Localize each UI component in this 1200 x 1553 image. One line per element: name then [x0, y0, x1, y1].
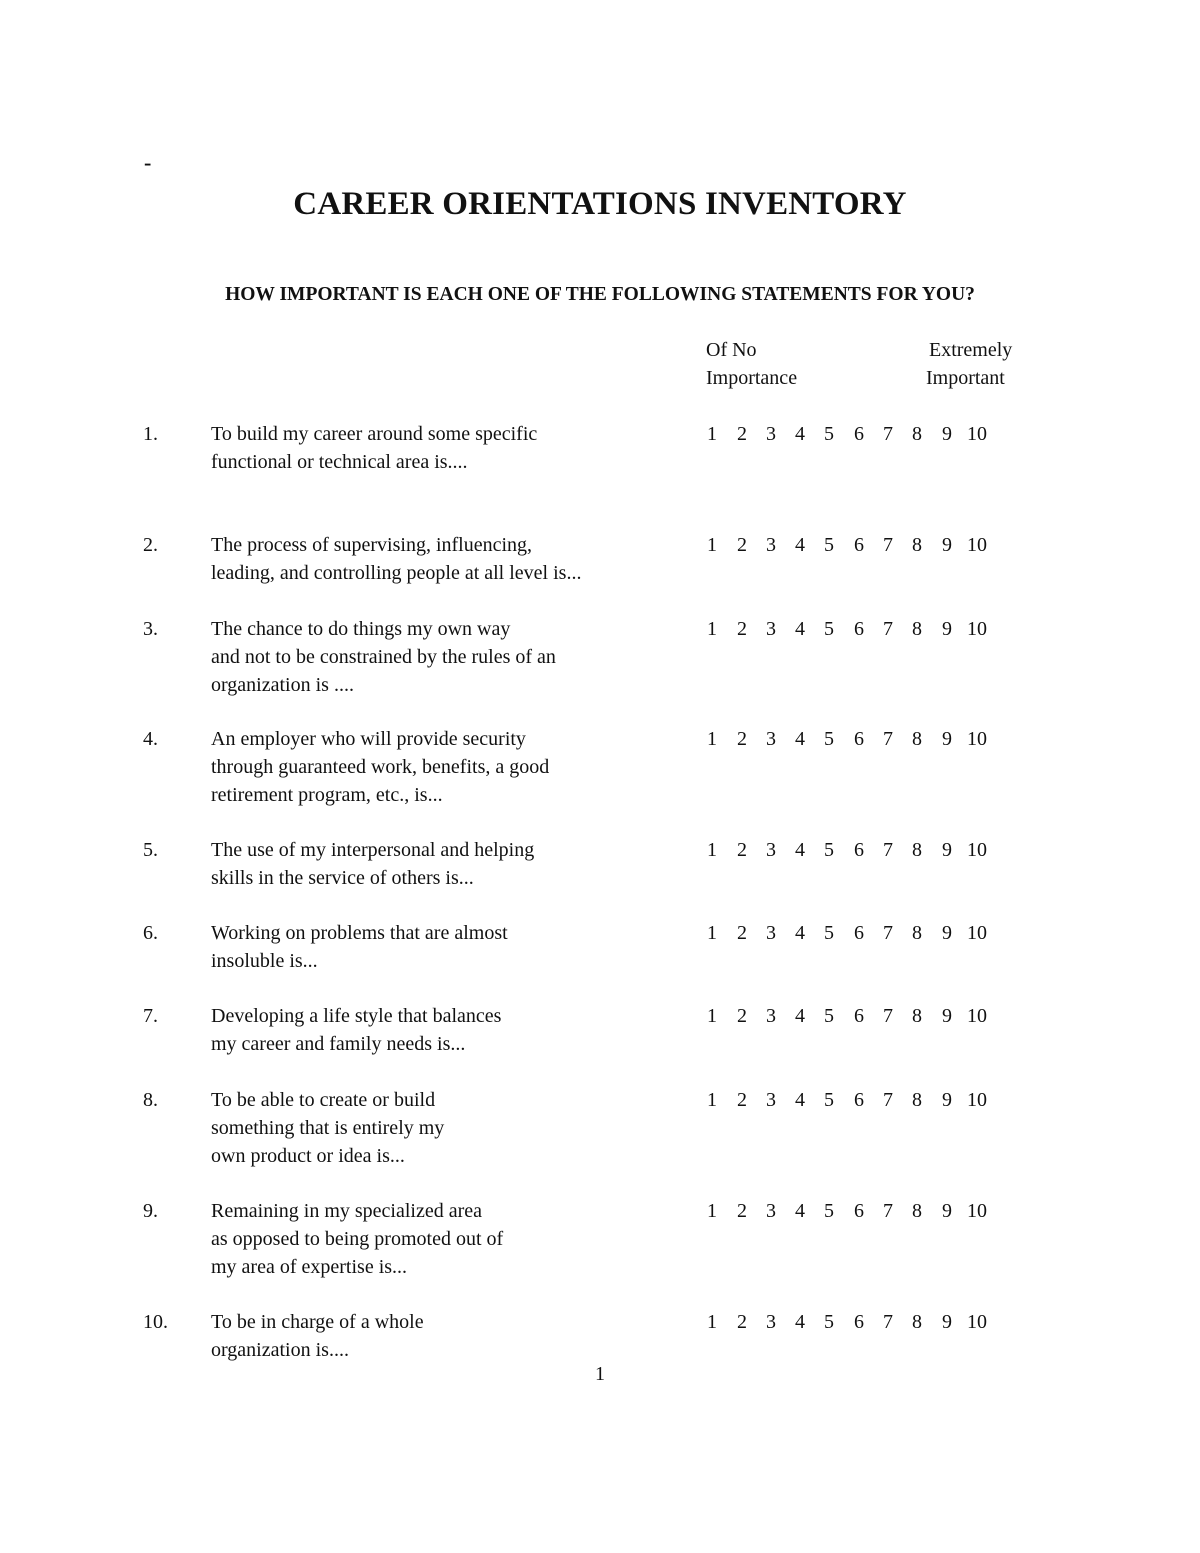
rating-option[interactable]: 10	[967, 423, 987, 445]
rating-option[interactable]: 6	[854, 423, 864, 445]
rating-option[interactable]: 2	[737, 1005, 747, 1027]
rating-option[interactable]: 5	[824, 1005, 834, 1027]
rating-option[interactable]: 8	[912, 618, 922, 640]
rating-option[interactable]: 7	[883, 1200, 893, 1222]
scale-high-line2: Important	[926, 367, 1005, 389]
question-text-line: To be able to create or build	[211, 1089, 436, 1111]
rating-option[interactable]: 9	[942, 1311, 952, 1333]
question-text-line: as opposed to being promoted out of	[211, 1228, 504, 1250]
question-text-line: skills in the service of others is...	[211, 867, 474, 889]
rating-option[interactable]: 4	[795, 534, 805, 556]
question-text	[211, 1002, 691, 1058]
rating-option[interactable]: 3	[766, 922, 776, 944]
rating-option[interactable]: 7	[883, 534, 893, 556]
header-mark: -	[144, 150, 152, 175]
rating-option[interactable]: 4	[795, 1089, 805, 1111]
scale-high-line1: Extremely	[929, 339, 1013, 361]
question-text	[211, 420, 691, 476]
rating-option[interactable]: 2	[737, 423, 747, 445]
rating-option[interactable]: 1	[707, 423, 717, 445]
rating-option[interactable]: 2	[737, 1311, 747, 1333]
question-text-line: The chance to do things my own way	[211, 618, 511, 640]
rating-option[interactable]: 8	[912, 423, 922, 445]
rating-option[interactable]: 9	[942, 618, 952, 640]
rating-option[interactable]: 7	[883, 1089, 893, 1111]
question-text	[211, 1086, 691, 1170]
rating-option[interactable]: 5	[824, 839, 834, 861]
question-text	[211, 919, 691, 975]
question-text	[211, 1308, 691, 1364]
rating-option[interactable]: 6	[854, 922, 864, 944]
question-text-line: and not to be constrained by the rules of an	[211, 646, 556, 668]
rating-option[interactable]: 4	[795, 423, 805, 445]
rating-option[interactable]: 6	[854, 618, 864, 640]
question-text	[211, 1197, 691, 1281]
question-number: 4.	[143, 728, 158, 750]
question-text-line: something that is entirely my	[211, 1117, 445, 1139]
rating-option[interactable]: 6	[854, 1200, 864, 1222]
question-text-line: retirement program, etc., is...	[211, 784, 443, 806]
question-text	[211, 615, 691, 699]
rating-option[interactable]: 1	[707, 1089, 717, 1111]
rating-option[interactable]: 2	[737, 618, 747, 640]
rating-option[interactable]: 9	[942, 1089, 952, 1111]
question-number: 7.	[143, 1005, 158, 1027]
rating-option[interactable]: 1	[707, 1200, 717, 1222]
rating-option[interactable]: 5	[824, 1200, 834, 1222]
rating-option[interactable]: 8	[912, 1089, 922, 1111]
rating-option[interactable]: 2	[737, 922, 747, 944]
question-number: 3.	[143, 618, 158, 640]
rating-option[interactable]: 10	[967, 1311, 987, 1333]
rating-option[interactable]: 1	[707, 534, 717, 556]
scale-low-label	[706, 336, 797, 392]
rating-option[interactable]: 8	[912, 839, 922, 861]
rating-option[interactable]: 8	[912, 1311, 922, 1333]
rating-option[interactable]: 7	[883, 728, 893, 750]
scale-low-line1: Of No	[706, 339, 757, 361]
rating-option[interactable]: 4	[795, 618, 805, 640]
rating-option[interactable]: 3	[766, 423, 776, 445]
question-text-line: To build my career around some specific	[211, 423, 538, 445]
rating-option[interactable]: 8	[912, 922, 922, 944]
question-number: 6.	[143, 922, 158, 944]
question-number: 9.	[143, 1200, 158, 1222]
page-number: 1	[595, 1363, 605, 1385]
rating-option[interactable]: 5	[824, 618, 834, 640]
rating-option[interactable]: 3	[766, 534, 776, 556]
rating-option[interactable]: 3	[766, 1200, 776, 1222]
rating-option[interactable]: 9	[942, 534, 952, 556]
rating-option[interactable]: 6	[854, 839, 864, 861]
rating-option[interactable]: 2	[737, 1200, 747, 1222]
question-number: 1.	[143, 423, 158, 445]
scale-high-label	[926, 336, 1012, 392]
rating-option[interactable]: 2	[737, 839, 747, 861]
question-text-line: my area of expertise is...	[211, 1256, 408, 1278]
rating-option[interactable]: 6	[854, 1311, 864, 1333]
rating-option[interactable]: 5	[824, 922, 834, 944]
rating-option[interactable]: 10	[967, 618, 987, 640]
question-text-line: Working on problems that are almost	[211, 922, 508, 944]
rating-option[interactable]: 10	[967, 839, 987, 861]
rating-option[interactable]: 3	[766, 728, 776, 750]
rating-option[interactable]: 3	[766, 1089, 776, 1111]
rating-option[interactable]: 6	[854, 728, 864, 750]
rating-option[interactable]: 3	[766, 839, 776, 861]
rating-option[interactable]: 7	[883, 423, 893, 445]
rating-option[interactable]: 5	[824, 1311, 834, 1333]
question-text	[211, 531, 691, 587]
question-number: 8.	[143, 1089, 158, 1111]
rating-option[interactable]: 8	[912, 1005, 922, 1027]
question-text-line: own product or idea is...	[211, 1145, 405, 1167]
question-text-line: An employer who will provide security	[211, 728, 526, 750]
rating-option[interactable]: 4	[795, 1311, 805, 1333]
rating-option[interactable]: 5	[824, 423, 834, 445]
rating-option[interactable]: 9	[942, 1005, 952, 1027]
page-title: CAREER ORIENTATIONS INVENTORY	[293, 186, 907, 222]
rating-option[interactable]: 4	[795, 839, 805, 861]
rating-option[interactable]: 4	[795, 728, 805, 750]
question-text	[211, 836, 691, 892]
rating-option[interactable]: 7	[883, 618, 893, 640]
question-text-line: Developing a life style that balances	[211, 1005, 502, 1027]
rating-option[interactable]: 10	[967, 534, 987, 556]
rating-option[interactable]: 4	[795, 922, 805, 944]
rating-option[interactable]: 1	[707, 922, 717, 944]
rating-option[interactable]: 9	[942, 423, 952, 445]
question-text-line: Remaining in my specialized area	[211, 1200, 483, 1222]
question-text-line: The use of my interpersonal and helping	[211, 839, 535, 861]
instruction-heading: HOW IMPORTANT IS EACH ONE OF THE FOLLOWING STATEMENTS FOR YOU?	[225, 284, 975, 305]
rating-option[interactable]: 7	[883, 839, 893, 861]
rating-option[interactable]: 6	[854, 534, 864, 556]
question-text-line: insoluble is...	[211, 950, 318, 972]
rating-option[interactable]: 2	[737, 1089, 747, 1111]
rating-option[interactable]: 1	[707, 1005, 717, 1027]
rating-option[interactable]: 7	[883, 1005, 893, 1027]
rating-option[interactable]: 2	[737, 728, 747, 750]
rating-option[interactable]: 3	[766, 1311, 776, 1333]
rating-option[interactable]: 3	[766, 618, 776, 640]
rating-option[interactable]: 9	[942, 839, 952, 861]
rating-option[interactable]: 4	[795, 1200, 805, 1222]
scale-low-line2: Importance	[706, 367, 798, 389]
rating-option[interactable]: 10	[967, 1005, 987, 1027]
rating-option[interactable]: 7	[883, 1311, 893, 1333]
question-text-line: To be in charge of a whole	[211, 1311, 424, 1333]
question-text	[211, 725, 691, 809]
question-text-line: The process of supervising, influencing,	[211, 534, 533, 556]
question-text-line: functional or technical area is....	[211, 451, 468, 473]
rating-option[interactable]: 10	[967, 922, 987, 944]
rating-option[interactable]: 7	[883, 922, 893, 944]
rating-option[interactable]: 1	[707, 1311, 717, 1333]
rating-option[interactable]: 8	[912, 534, 922, 556]
rating-option[interactable]: 6	[854, 1089, 864, 1111]
rating-option[interactable]: 9	[942, 1200, 952, 1222]
rating-option[interactable]: 1	[707, 618, 717, 640]
rating-option[interactable]: 5	[824, 728, 834, 750]
rating-option[interactable]: 9	[942, 728, 952, 750]
rating-option[interactable]: 10	[967, 1200, 987, 1222]
rating-option[interactable]: 1	[707, 839, 717, 861]
rating-option[interactable]: 9	[942, 922, 952, 944]
rating-option[interactable]: 10	[967, 1089, 987, 1111]
question-text-line: organization is ....	[211, 674, 354, 696]
rating-option[interactable]: 4	[795, 1005, 805, 1027]
rating-option[interactable]: 2	[737, 534, 747, 556]
rating-option[interactable]: 1	[707, 728, 717, 750]
question-text-line: organization is....	[211, 1339, 349, 1361]
rating-option[interactable]: 5	[824, 534, 834, 556]
question-number: 5.	[143, 839, 158, 861]
question-number: 10.	[143, 1311, 168, 1333]
question-text-line: leading, and controlling people at all level is...	[211, 562, 582, 584]
question-text-line: my career and family needs is...	[211, 1033, 466, 1055]
rating-option[interactable]: 6	[854, 1005, 864, 1027]
rating-option[interactable]: 8	[912, 1200, 922, 1222]
rating-option[interactable]: 3	[766, 1005, 776, 1027]
question-text-line: through guaranteed work, benefits, a good	[211, 756, 550, 778]
rating-option[interactable]: 8	[912, 728, 922, 750]
rating-option[interactable]: 10	[967, 728, 987, 750]
question-number: 2.	[143, 534, 158, 556]
rating-option[interactable]: 5	[824, 1089, 834, 1111]
